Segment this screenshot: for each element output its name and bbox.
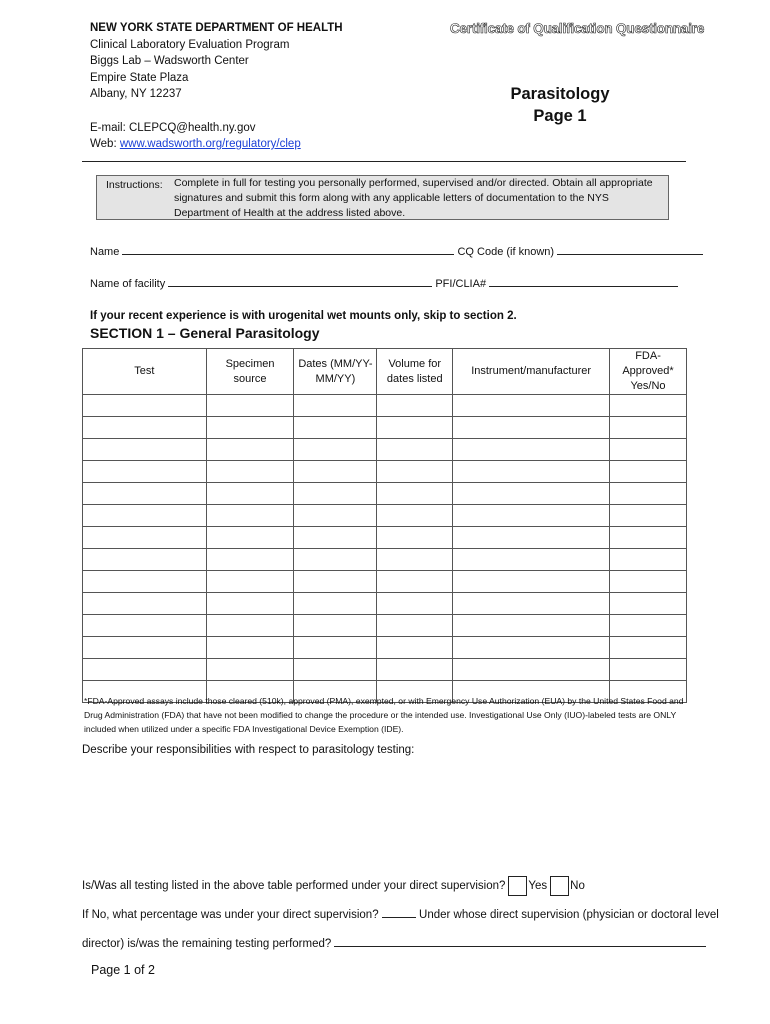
table-row <box>83 637 687 659</box>
table-row <box>83 659 687 681</box>
subject-page: Page 1 <box>533 107 587 125</box>
table-row <box>83 549 687 571</box>
facility-row <box>90 278 678 290</box>
cell-dates[interactable] <box>294 593 377 615</box>
name-label: Name <box>90 246 120 258</box>
cell-volume[interactable] <box>377 593 453 615</box>
cq-code-label: CQ Code (if known) <box>457 246 555 258</box>
web-label: Web: <box>90 138 120 150</box>
cell-test[interactable] <box>83 439 207 461</box>
address-block <box>90 20 343 153</box>
cell-specimen-source[interactable] <box>206 505 294 527</box>
cell-instrument[interactable] <box>453 527 610 549</box>
cell-fda-approved[interactable] <box>610 461 687 483</box>
cell-test[interactable] <box>83 637 207 659</box>
responsibilities-answer-area[interactable] <box>82 764 682 864</box>
cell-test[interactable] <box>83 615 207 637</box>
cell-instrument[interactable] <box>453 395 610 417</box>
col-header-dates: Dates (MM/YY-MM/YY) <box>294 349 377 395</box>
cell-volume[interactable] <box>377 659 453 681</box>
cell-dates[interactable] <box>294 637 377 659</box>
cell-fda-approved[interactable] <box>610 593 687 615</box>
cell-specimen-source[interactable] <box>206 571 294 593</box>
cell-test[interactable] <box>83 571 207 593</box>
cell-volume[interactable] <box>377 615 453 637</box>
cell-fda-approved[interactable] <box>610 527 687 549</box>
yes-checkbox[interactable] <box>508 876 527 896</box>
cell-volume[interactable] <box>377 461 453 483</box>
table-row <box>83 417 687 439</box>
cell-dates[interactable] <box>294 505 377 527</box>
cell-test[interactable] <box>83 417 207 439</box>
cell-specimen-source[interactable] <box>206 461 294 483</box>
cell-dates[interactable] <box>294 417 377 439</box>
cell-instrument[interactable] <box>453 571 610 593</box>
describe-prompt: Describe your responsibilities with respect to parasitology testing: <box>82 744 415 756</box>
cell-instrument[interactable] <box>453 637 610 659</box>
cell-specimen-source[interactable] <box>206 527 294 549</box>
name-field[interactable] <box>122 254 454 255</box>
table-row <box>83 395 687 417</box>
table-header-row <box>83 349 687 395</box>
cell-fda-approved[interactable] <box>610 571 687 593</box>
subject-title: Parasitology <box>510 85 610 103</box>
percentage-field[interactable] <box>382 917 416 918</box>
email-line: E-mail: CLEPCQ@health.ny.gov <box>90 121 256 134</box>
cell-volume[interactable] <box>377 439 453 461</box>
table-row <box>83 527 687 549</box>
cell-specimen-source[interactable] <box>206 659 294 681</box>
cell-volume[interactable] <box>377 637 453 659</box>
cell-dates[interactable] <box>294 461 377 483</box>
web-link[interactable]: www.wadsworth.org/regulatory/clep <box>119 138 301 150</box>
cell-dates[interactable] <box>294 395 377 417</box>
skip-note: If your recent experience is with urogenital wet mounts only, skip to section 2. <box>90 310 517 322</box>
cell-fda-approved[interactable] <box>610 417 687 439</box>
cell-fda-approved[interactable] <box>610 659 687 681</box>
cell-specimen-source[interactable] <box>206 439 294 461</box>
cell-volume[interactable] <box>377 505 453 527</box>
col-header-test: Test <box>83 349 207 395</box>
table-row <box>83 571 687 593</box>
cell-fda-approved[interactable] <box>610 505 687 527</box>
address-line: Biggs Lab – Wadsworth Center <box>90 55 249 67</box>
cell-dates[interactable] <box>294 571 377 593</box>
cell-test[interactable] <box>83 505 207 527</box>
table-row <box>83 505 687 527</box>
remaining-row <box>82 938 706 950</box>
cell-test[interactable] <box>83 483 207 505</box>
org-name: NEW YORK STATE DEPARTMENT OF HEALTH <box>90 22 343 34</box>
cell-instrument[interactable] <box>453 461 610 483</box>
no-label: No <box>570 880 585 893</box>
table-row <box>83 461 687 483</box>
cell-specimen-source[interactable] <box>206 483 294 505</box>
cell-specimen-source[interactable] <box>206 395 294 417</box>
cell-volume[interactable] <box>377 417 453 439</box>
cell-instrument[interactable] <box>453 615 610 637</box>
table-row <box>83 593 687 615</box>
cell-specimen-source[interactable] <box>206 615 294 637</box>
cell-fda-approved[interactable] <box>610 549 687 571</box>
col-header-instrument: Instrument/manufacturer <box>453 349 610 395</box>
remaining-question: director) is/was the remaining testing performed? <box>82 938 332 950</box>
cell-fda-approved[interactable] <box>610 395 687 417</box>
facility-field[interactable] <box>168 286 432 287</box>
table-row <box>83 483 687 505</box>
whose-question: Under whose direct supervision (physician or doctoral level <box>419 909 719 921</box>
form-title: Certificate of Qualification Questionnaire <box>450 21 705 36</box>
name-row <box>90 246 703 258</box>
percentage-row <box>82 909 719 921</box>
cell-instrument[interactable] <box>453 659 610 681</box>
instructions-text: Complete in full for testing you personally performed, supervised and/or directed. Obtain all appropriate signatures and submit this form along with any applicable letters of documentation to the NYS Department of Health at the address listed above. <box>174 177 653 219</box>
cell-test[interactable] <box>83 527 207 549</box>
cell-volume[interactable] <box>377 527 453 549</box>
cell-instrument[interactable] <box>453 549 610 571</box>
cell-fda-approved[interactable] <box>610 483 687 505</box>
cell-instrument[interactable] <box>453 439 610 461</box>
table-row <box>83 615 687 637</box>
col-header-volume: Volume for dates listed <box>377 349 453 395</box>
supervision-question: Is/Was all testing listed in the above table performed under your direct supervision? <box>82 880 506 893</box>
fda-footnote: *FDA-Approved assays include those cleared (510k), approved (PMA), exempted, or with Emergency Use Authorization (EUA) by the United States Food and Drug Administration (FDA) that have not been modified to change the procedure or the intended use. Investigational Use Only (IUO)-labeled tests are ONLY included when utilized under a specific FDA Investigational Device Exemption (IDE). <box>84 696 684 734</box>
cell-volume[interactable] <box>377 549 453 571</box>
address-line: Albany, NY 12237 <box>90 88 182 100</box>
percentage-question: If No, what percentage was under your direct supervision? <box>82 909 379 921</box>
testing-table <box>82 348 687 703</box>
cell-dates[interactable] <box>294 615 377 637</box>
no-checkbox[interactable] <box>550 876 569 896</box>
instructions-box <box>96 175 669 220</box>
cell-volume[interactable] <box>377 571 453 593</box>
pfi-clia-label: PFI/CLIA# <box>435 278 487 290</box>
cq-code-field[interactable] <box>557 254 703 255</box>
cell-dates[interactable] <box>294 527 377 549</box>
table-row <box>83 439 687 461</box>
col-header-fda-approved: FDA-Approved* Yes/No <box>610 349 687 395</box>
subject-heading <box>470 83 650 127</box>
cell-test[interactable] <box>83 395 207 417</box>
cell-specimen-source[interactable] <box>206 549 294 571</box>
instructions-label: Instructions: <box>106 179 163 191</box>
cell-test[interactable] <box>83 593 207 615</box>
cell-dates[interactable] <box>294 483 377 505</box>
cell-volume[interactable] <box>377 483 453 505</box>
cell-test[interactable] <box>83 461 207 483</box>
cell-dates[interactable] <box>294 549 377 571</box>
col-header-specimen-source: Specimen source <box>206 349 294 395</box>
address-line: Empire State Plaza <box>90 71 189 84</box>
page-number: Page 1 of 2 <box>91 963 155 977</box>
cell-test[interactable] <box>83 549 207 571</box>
address-line: Clinical Laboratory Evaluation Program <box>90 38 290 51</box>
cell-volume[interactable] <box>377 395 453 417</box>
section-title: SECTION 1 – General Parasitology <box>90 325 320 341</box>
supervision-row <box>82 876 585 896</box>
facility-label: Name of facility <box>90 278 166 290</box>
cell-instrument[interactable] <box>453 505 610 527</box>
cell-dates[interactable] <box>294 439 377 461</box>
yes-label: Yes <box>528 880 548 893</box>
cell-instrument[interactable] <box>453 483 610 505</box>
web-line <box>90 136 343 153</box>
cell-specimen-source[interactable] <box>206 417 294 439</box>
cell-specimen-source[interactable] <box>206 593 294 615</box>
cell-dates[interactable] <box>294 659 377 681</box>
pfi-clia-field[interactable] <box>489 286 678 287</box>
cell-test[interactable] <box>83 659 207 681</box>
header-divider <box>82 161 686 162</box>
cell-fda-approved[interactable] <box>610 637 687 659</box>
cell-fda-approved[interactable] <box>610 615 687 637</box>
remaining-supervisor-field[interactable] <box>334 946 706 947</box>
cell-fda-approved[interactable] <box>610 439 687 461</box>
cell-instrument[interactable] <box>453 593 610 615</box>
cell-specimen-source[interactable] <box>206 637 294 659</box>
cell-instrument[interactable] <box>453 417 610 439</box>
